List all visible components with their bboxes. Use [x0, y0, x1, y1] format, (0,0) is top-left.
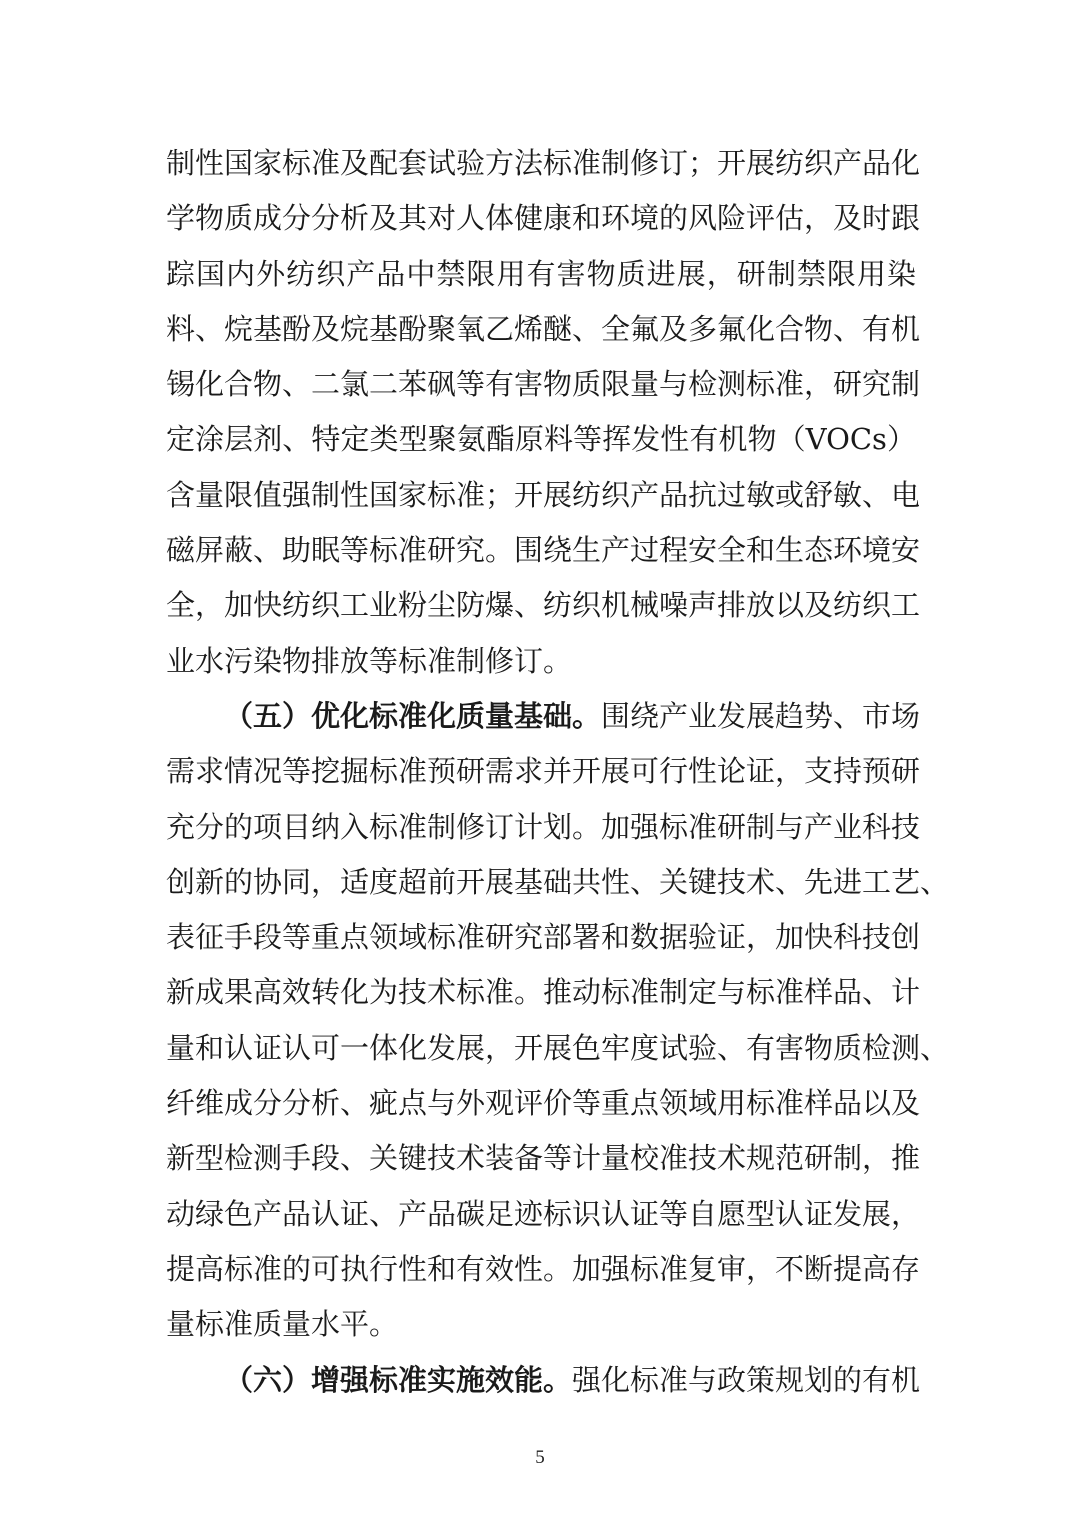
text-line: 磁屏蔽、助眠等标准研究。围绕生产过程安全和生态环境安 — [166, 533, 921, 568]
text-line: 充分的项目纳入标准制修订计划。加强标准研制与产业科技 — [166, 809, 921, 844]
section-6-heading: （六）增强标准实施效能。 — [224, 1362, 573, 1397]
text-line: 业水污染物排放等标准制修订。 — [166, 643, 573, 678]
section-5-first-line — [166, 689, 921, 744]
paragraph-textile-safety — [166, 136, 921, 689]
text-line: 全，加快纺织工业粉尘防爆、纺织机械噪声排放以及纺织工 — [166, 588, 921, 623]
section-6-first-line-text: 强化标准与政策规划的有机 — [572, 1362, 921, 1397]
text-line: 提高标准的可执行性和有效性。加强标准复审，不断提高存 — [166, 1251, 921, 1286]
section-6 — [166, 1353, 921, 1408]
text-line: 需求情况等挖掘标准预研需求并开展可行性论证，支持预研 — [166, 754, 921, 789]
body-text — [166, 136, 950, 1408]
text-line: 量标准质量水平。 — [166, 1307, 399, 1342]
text-line: 表征手段等重点领域标准研究部署和数据验证，加快科技创 — [166, 920, 921, 955]
text-line: 纤维成分分析、疵点与外观评价等重点领域用标准样品以及 — [166, 1086, 921, 1121]
page-number: 5 — [535, 1447, 545, 1468]
section-6-first-line — [166, 1353, 921, 1408]
section-5-first-line-text: 围绕产业发展趋势、市场 — [601, 698, 921, 733]
text-line: 料、烷基酚及烷基酚聚氧乙烯醚、全氟及多氟化合物、有机 — [166, 311, 921, 346]
text-line: 新型检测手段、关键技术装备等计量校准技术规范研制，推 — [166, 1141, 921, 1176]
text-line: 动绿色产品认证、产品碳足迹标识认证等自愿型认证发展， — [166, 1196, 921, 1231]
text-line: 锡化合物、二氯二苯砜等有害物质限量与检测标准，研究制 — [166, 367, 921, 402]
section-5 — [166, 689, 950, 1353]
text-line: 含量限值强制性国家标准；开展纺织产品抗过敏或舒敏、电 — [166, 477, 921, 512]
text-line: 踪国内外纺织产品中禁限用有害物质进展，研制禁限用染 — [166, 256, 916, 291]
text-line: 创新的协同，适度超前开展基础共性、关键技术、先进工艺、 — [166, 864, 950, 899]
text-line: 量和认证认可一体化发展，开展色牢度试验、有害物质检测、 — [166, 1030, 950, 1065]
section-5-heading: （五）优化标准化质量基础。 — [224, 698, 602, 733]
text-line: 制性国家标准及配套试验方法标准制修订；开展纺织产品化 — [166, 146, 921, 180]
text-line: 定涂层剂、特定类型聚氨酯原料等挥发性有机物（VOCs） — [166, 422, 916, 457]
text-line: 新成果高效转化为技术标准。推动标准制定与标准样品、计 — [166, 975, 921, 1010]
text-line: 学物质成分分析及其对人体健康和环境的风险评估，及时跟 — [166, 201, 921, 236]
